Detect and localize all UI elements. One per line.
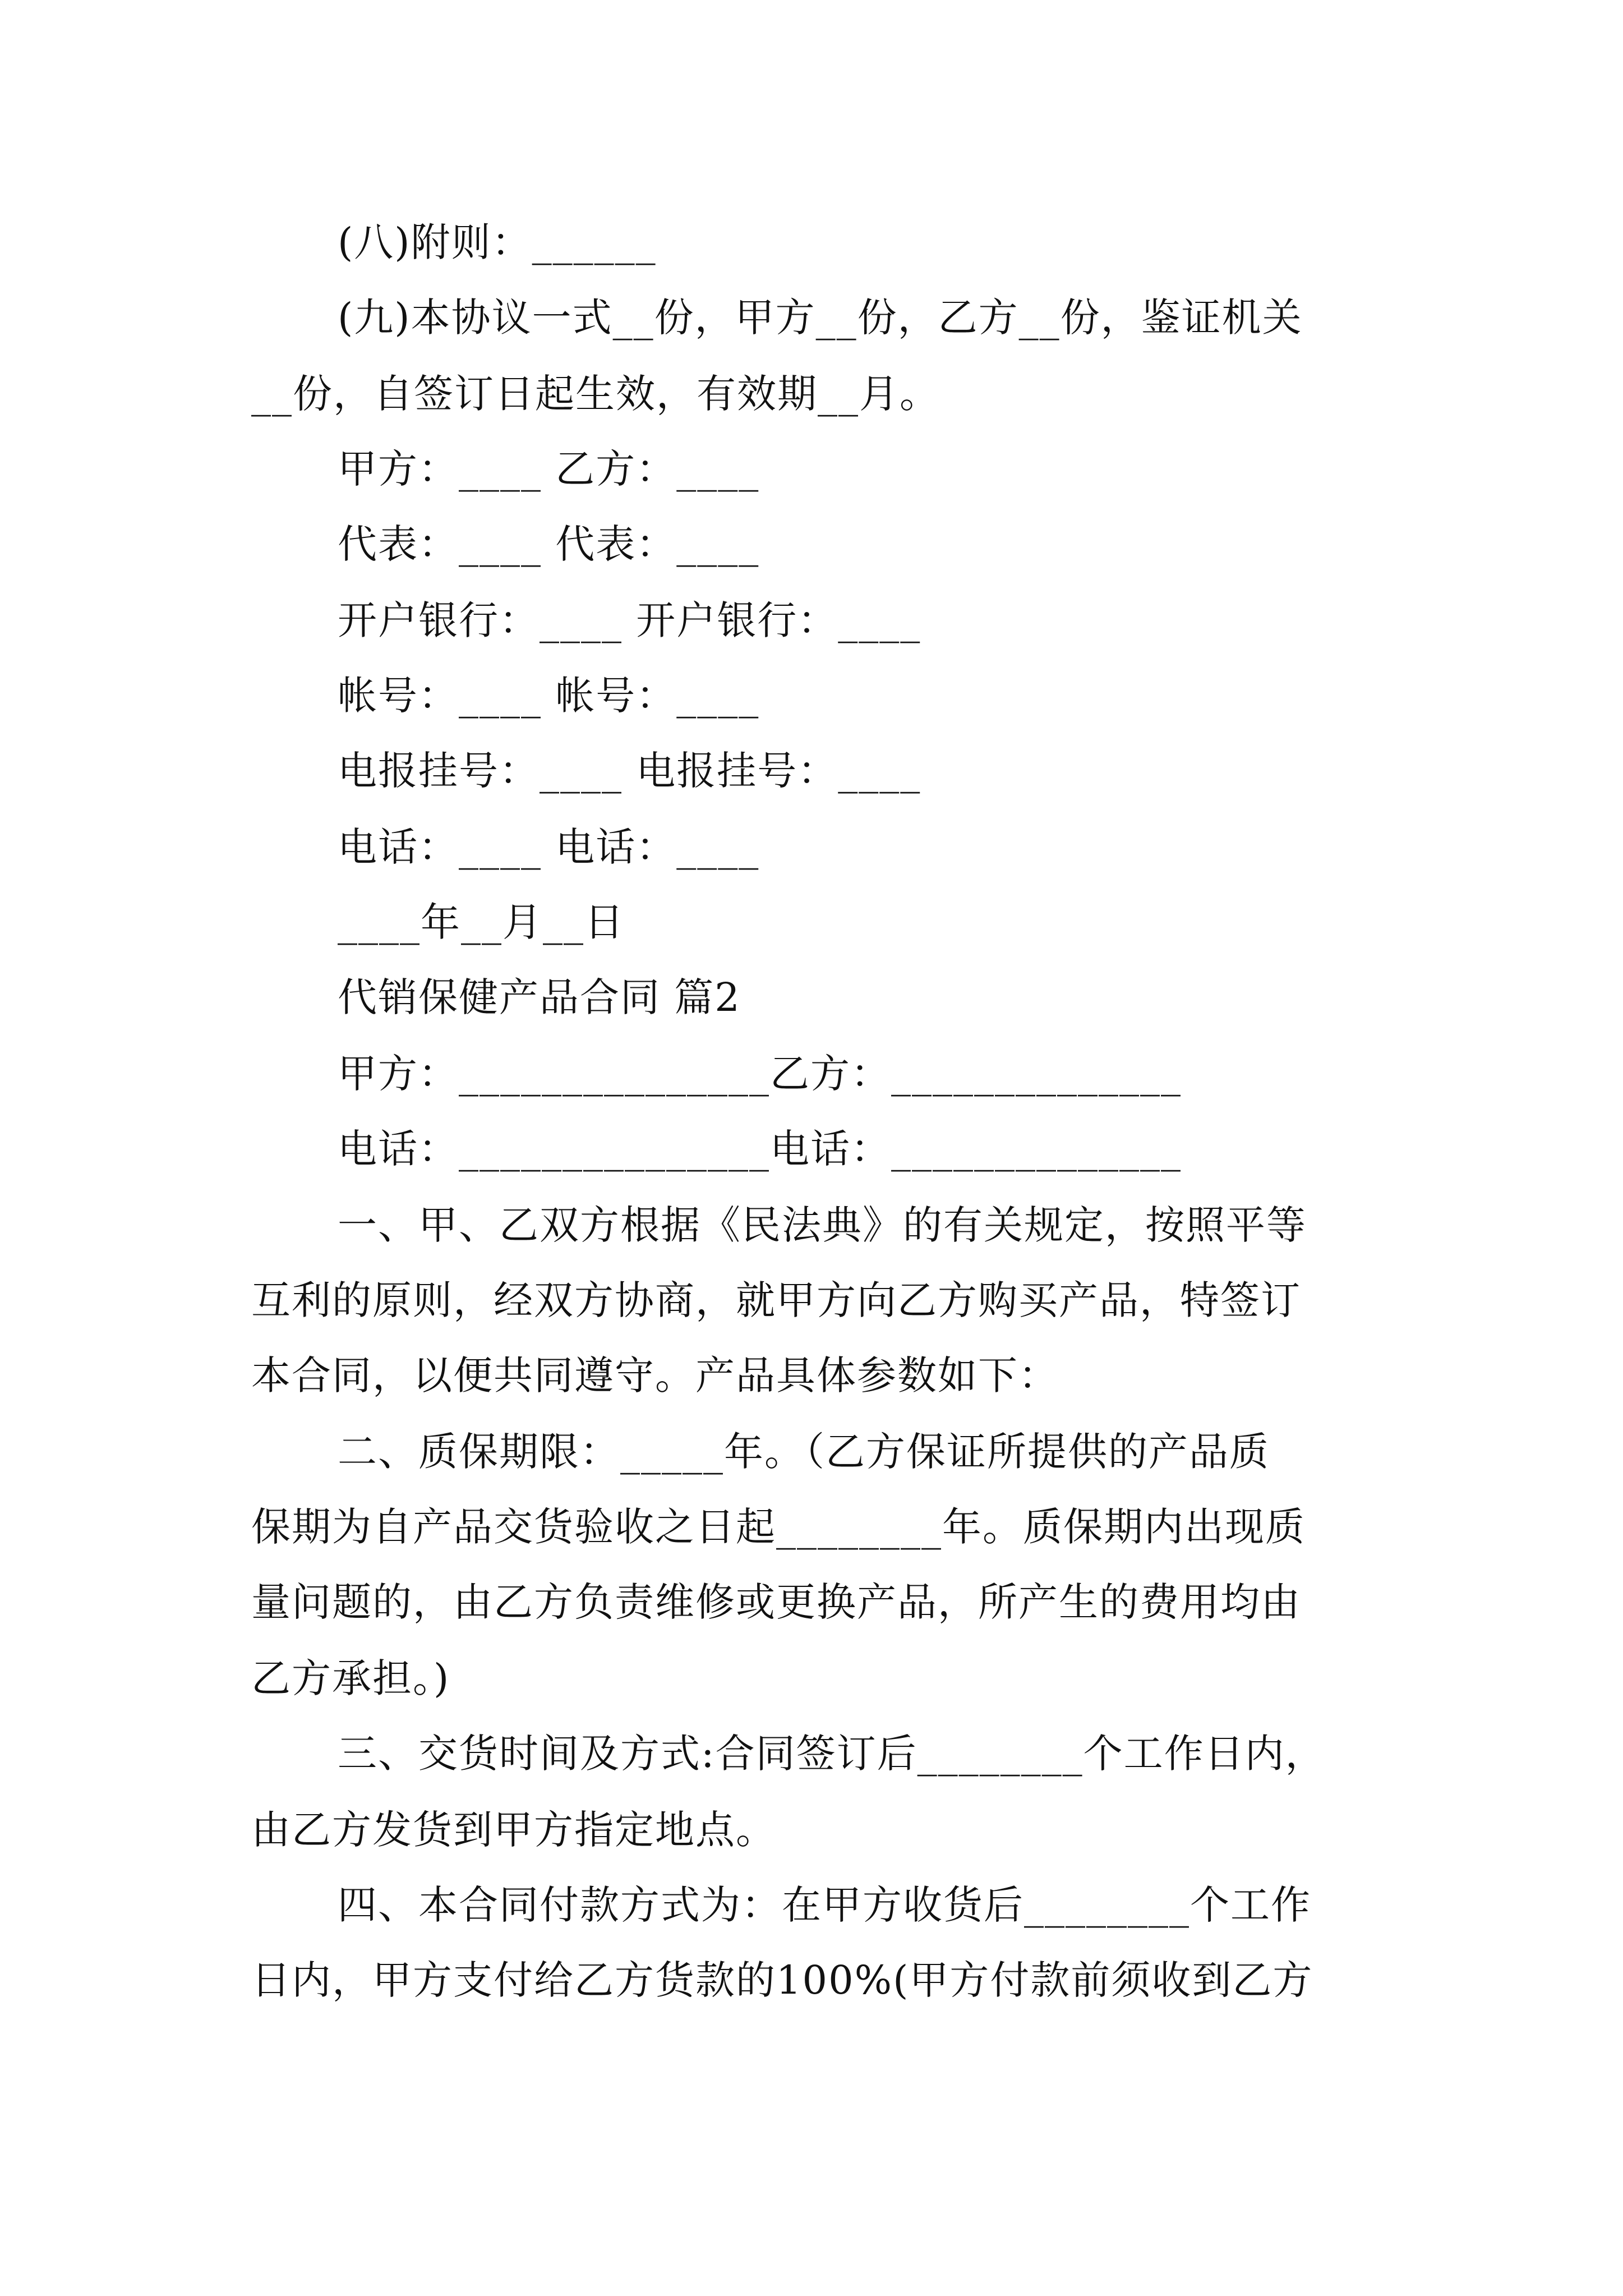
clause-1: 一、甲、乙双方根据《民法典》的有关规定，按照平等 [338,1202,1307,1248]
clause-4: 四、本合同付款方式为：在甲方收货后________个工作 [338,1882,1311,1928]
section-title: 代销保健产品合同 篇2 [338,974,741,1020]
phone-line-2: 电话：_______________电话：______________ [338,1126,1182,1172]
bank-line: 开户银行：____ 开户银行：____ [338,597,921,643]
phone-line: 电话：____ 电话：____ [338,824,760,870]
clause-2-cont-2: 量问题的，由乙方负责维修或更换产品，所产生的费用均由 [251,1579,1301,1625]
appendix-clause: (八)附则：______ [338,219,657,265]
clause-1-cont-2: 本合同，以便共同遵守。产品具体参数如下： [251,1352,1059,1398]
clause-3-cont: 由乙方发货到甲方指定地点。 [251,1807,776,1853]
clause-3: 三、交货时间及方式:合同签订后________个工作日内， [338,1731,1326,1777]
date-line: ____年__月__日 [338,899,625,945]
account-line: 帐号：____ 帐号：____ [338,673,760,719]
clause-2: 二、质保期限：_____年。（乙方保证所提供的产品质 [338,1429,1270,1475]
party-a-b-line-2: 甲方：_______________乙方：______________ [338,1051,1182,1097]
representative-line: 代表：____ 代表：____ [338,521,760,567]
copies-clause: (九)本协议一式__份，甲方__份，乙方__份，鉴证机关 [338,295,1303,341]
clause-2-cont-1: 保期为自产品交货验收之日起________年。质保期内出现质 [251,1504,1306,1550]
telegraph-line: 电报挂号：____ 电报挂号：____ [338,748,921,794]
clause-2-cont-3: 乙方承担。) [251,1655,450,1701]
party-a-b-line: 甲方：____ 乙方：____ [338,446,760,492]
copies-clause-cont: __份，自签订日起生效，有效期__月。 [251,371,940,417]
clause-4-cont: 日内，甲方支付给乙方货款的100%(甲方付款前须收到乙方 [251,1957,1313,2003]
clause-1-cont-1: 互利的原则，经双方协商，就甲方向乙方购买产品，特签订 [251,1277,1301,1323]
